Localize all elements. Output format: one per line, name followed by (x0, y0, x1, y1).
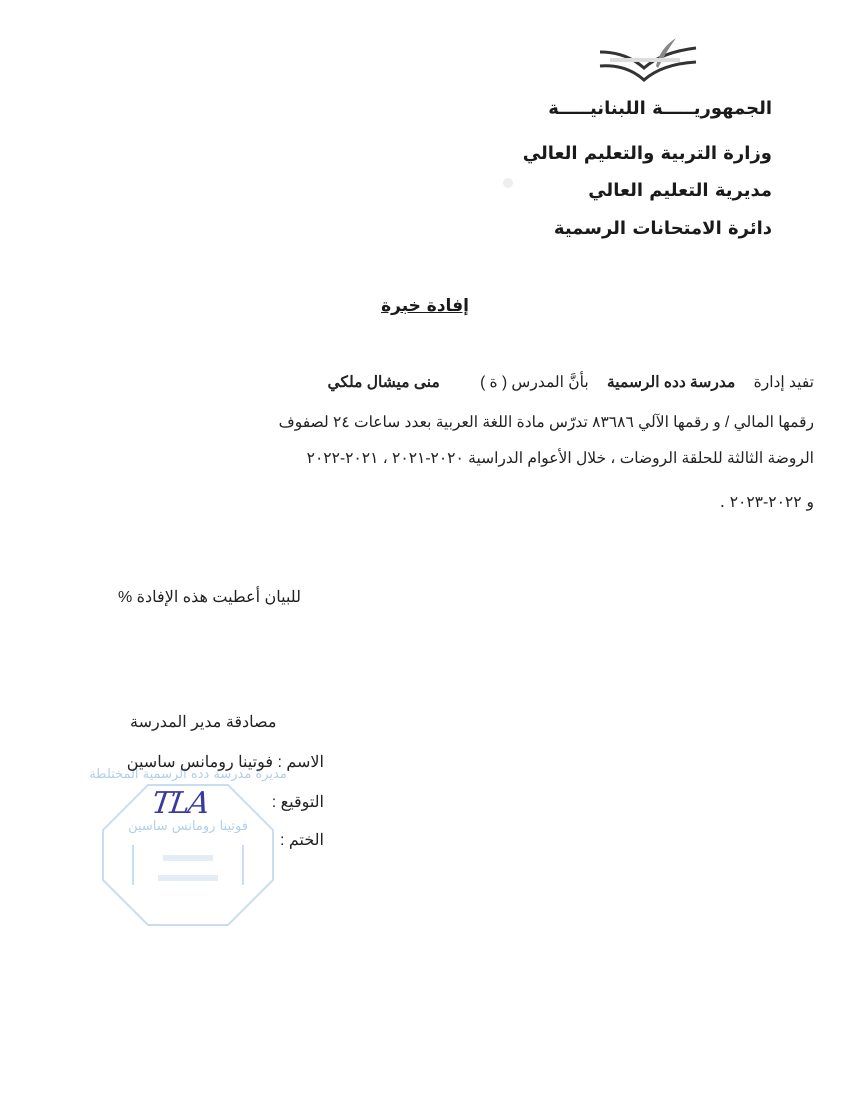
school-name: مدرسة دده الرسمية (607, 374, 736, 391)
name-label: الاسم : (277, 754, 324, 771)
stamp-top-text: مديرة مدرسة دده الرسمية المختلطة (89, 767, 287, 782)
body-line-2: رقمها المالي / و رقمها الآلي ٨٣٦٨٦ تدرّس مادة اللغة العربية بعدد ساعات ٢٤ لصفوف (278, 414, 814, 431)
scan-speck (503, 178, 513, 188)
principal-name: فوتينا رومانس ساسين (126, 754, 274, 771)
document-title: إفادة خبرة (381, 296, 469, 316)
body-line-3: الروضة الثالثة للحلقة الروضات ، خلال الأعوام الدراسية ٢٠٢٠-٢٠٢١ ، ٢٠٢١-٢٠٢٢ (306, 450, 814, 467)
ministry-logo-icon (596, 38, 698, 90)
stamp-label: الختم : (279, 832, 324, 849)
line1-prefix: تفيد إدارة (753, 374, 814, 391)
header-ministry: وزارة التربية والتعليم العالي (522, 143, 772, 164)
signature-label: التوقيع : (271, 794, 324, 811)
teacher-name: منى ميشال ملكي (327, 374, 440, 391)
closing-statement: للبيان أعطيت هذه الإفادة % (118, 589, 301, 606)
body-line-1 (328, 373, 814, 392)
name-row (127, 752, 324, 772)
stamp-middle-text: فوتينا رومانس ساسين (128, 819, 248, 834)
body-line-4: و ٢٠٢٢-٢٠٢٣ . (719, 493, 814, 511)
header-directorate: مديرية التعليم العالي (588, 180, 772, 201)
header-department: دائرة الامتحانات الرسمية (553, 218, 772, 239)
line1-middle: بأنَّ المدرس ( ة ) (480, 374, 589, 391)
header-republic: الجمهوريـــــة اللبنانيـــــة (548, 98, 772, 119)
principal-signature: TLA (149, 786, 211, 821)
approval-heading: مصادقة مدير المدرسة (130, 714, 277, 731)
